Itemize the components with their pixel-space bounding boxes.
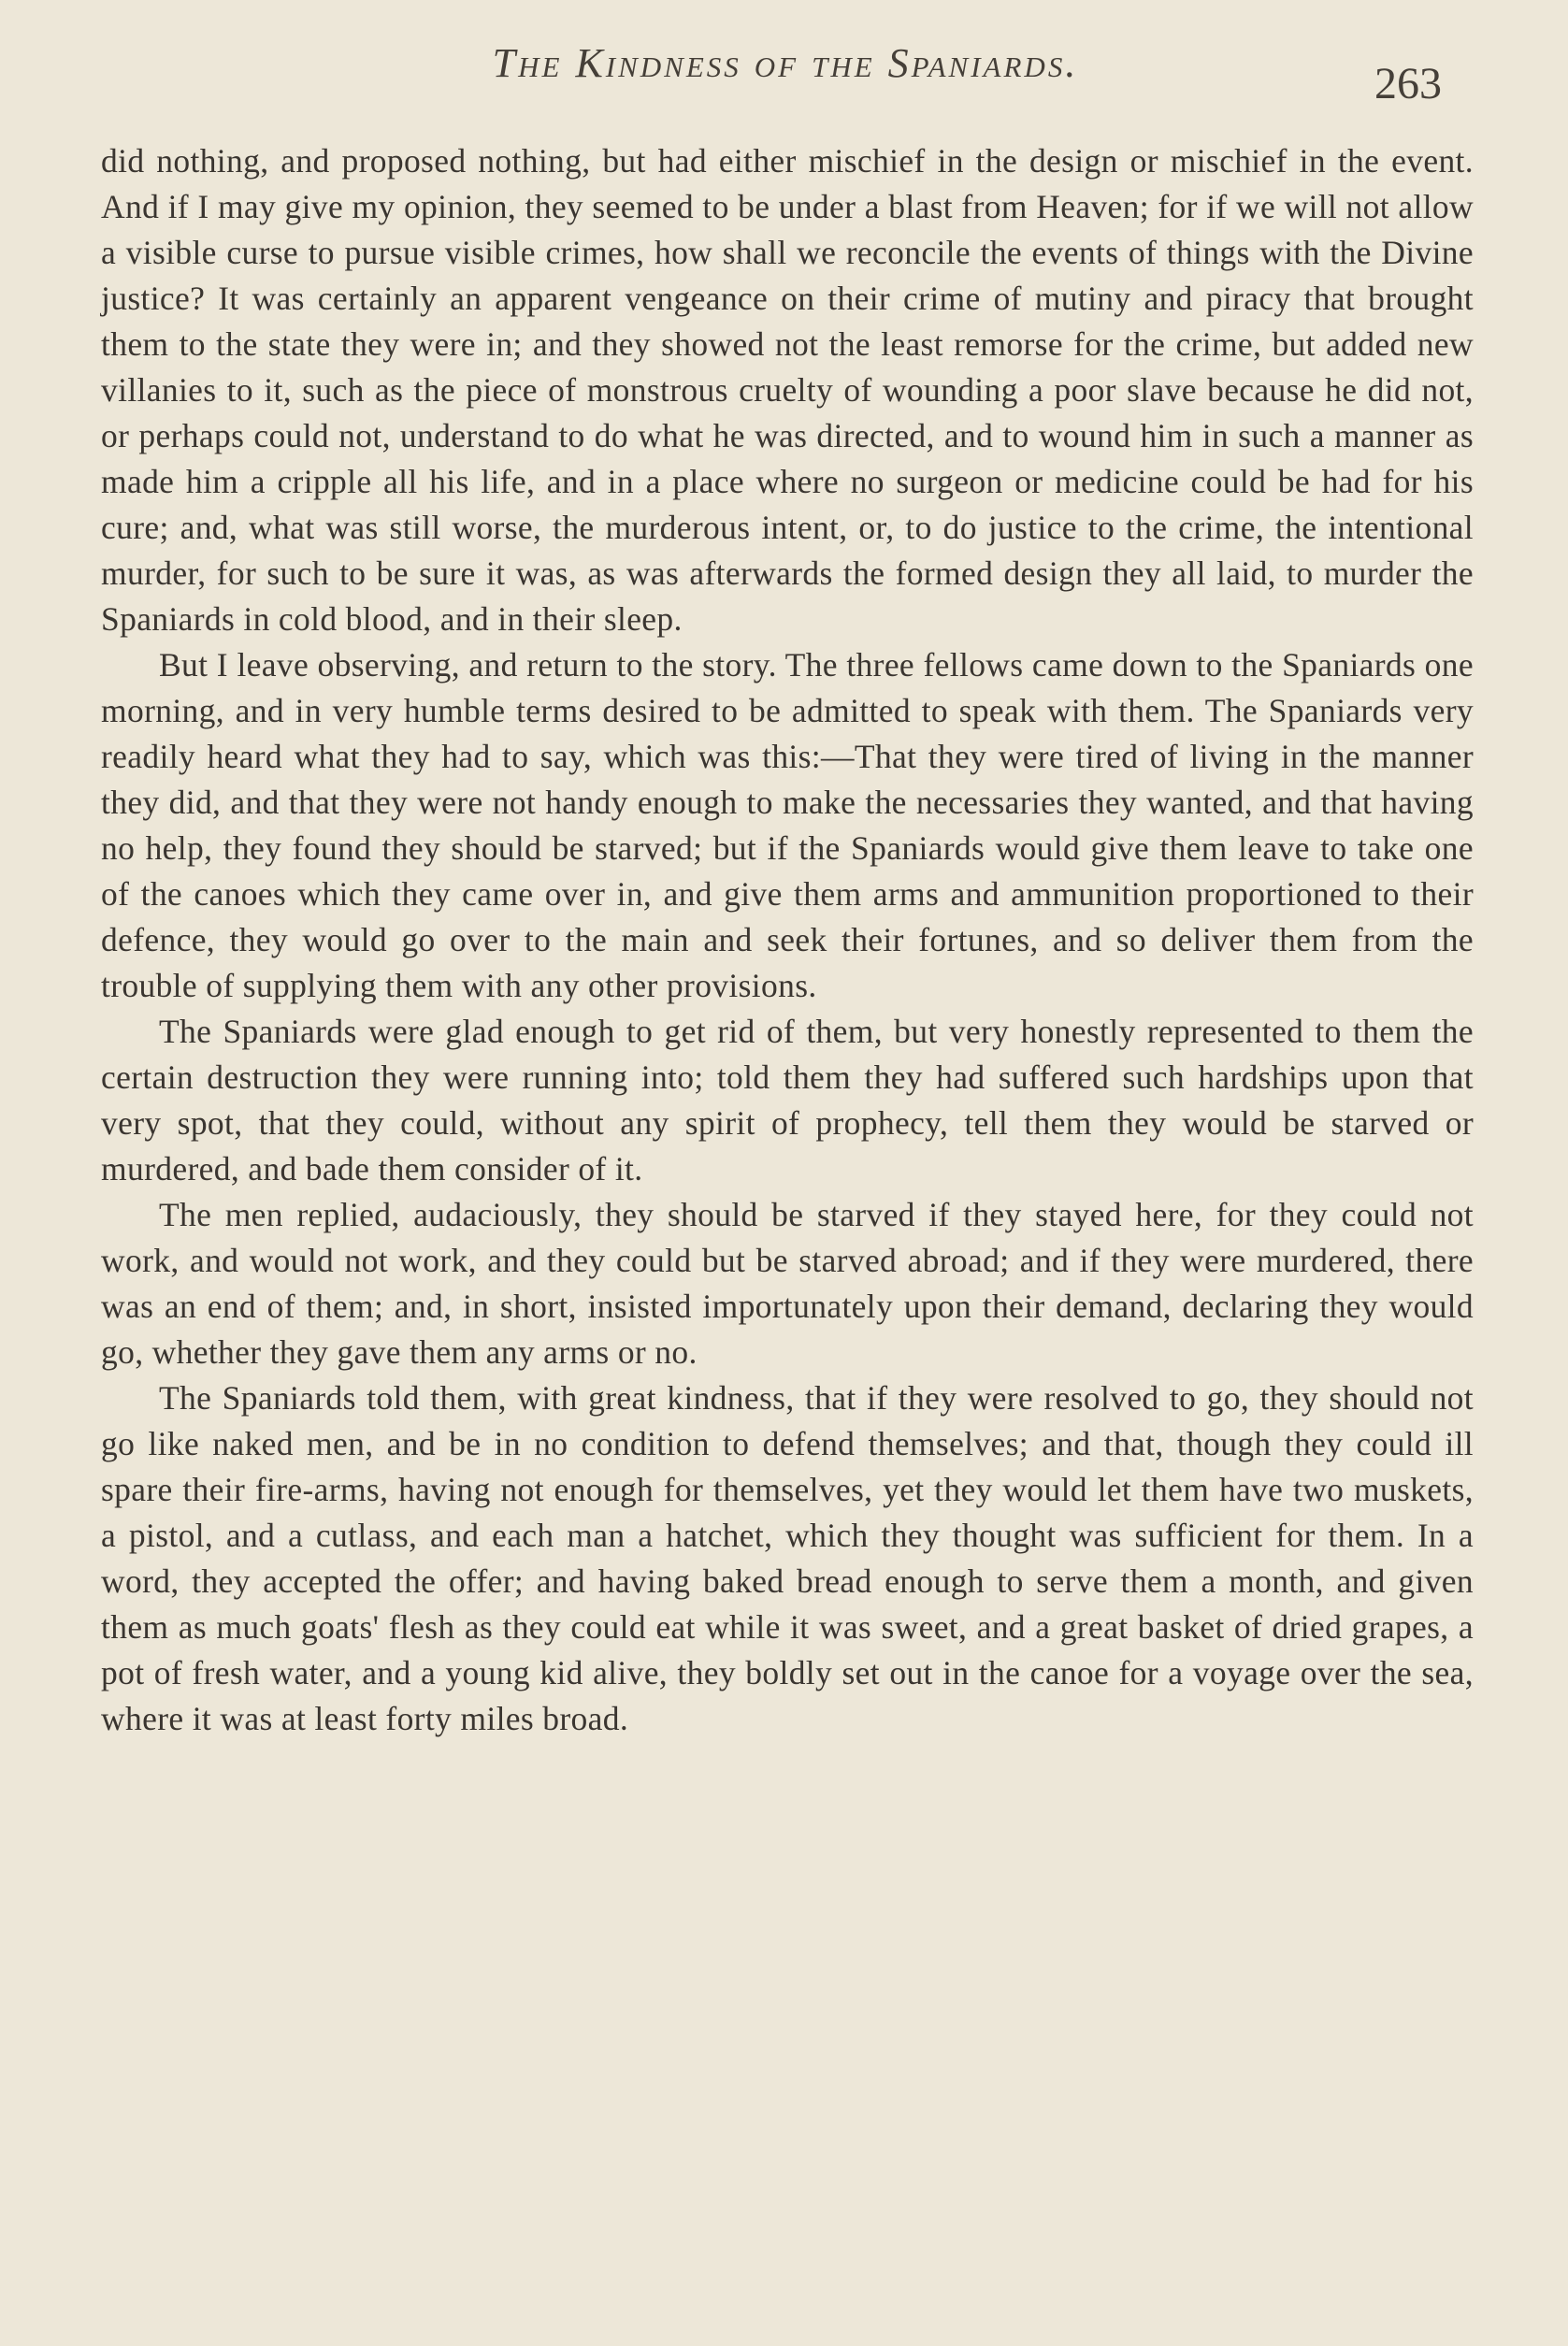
- running-head: The Kindness of the Spaniards.: [492, 40, 1079, 86]
- paragraph-1: did nothing, and proposed nothing, but had either mischief in the design or mischief in the event. And if I may give my opinion, they seemed to be under a blast from Heaven; for if we will not allow a visible curse to pursue visible crimes, how shall we reconcile the events of things with the Divine justice? It was certainly an apparent vengeance on their crime of mutiny and piracy that brought them to the state they were in; and they showed not the least remorse for the crime, but added new villanies to it, such as the piece of monstrous cruelty of wounding a poor slave because he did not, or perhaps could not, understand to do what he was directed, and to wound him in such a manner as made him a cripple all his life, and in a place where no surgeon or medicine could be had for his cure; and, what was still worse, the murderous intent, or, to do justice to the crime, the intentional murder, for such to be sure it was, as was afterwards the formed design they all laid, to murder the Spaniards in cold blood, and in their sleep.: [101, 142, 1474, 638]
- paragraph-3: The Spaniards were glad enough to get rid of them, but very honestly represented to them the certain destruction they were running into; told them they had suffered such hardships upon that very spot, that they could, without any spirit of prophecy, tell them they would be starved or murdered, and bade them consider of it.: [101, 1013, 1474, 1187]
- paragraph-4: The men replied, audaciously, they should be starved if they stayed here, for they could not work, and would not work, and they could but be starved abroad; and if they were murdered, there was an end of them; and, in short, insisted importunately upon their demand, declaring they would go, whether they gave them any arms or no.: [101, 1196, 1474, 1371]
- paragraph-5: The Spaniards told them, with great kindness, that if they were resolved to go, they should not go like naked men, and be in no condition to defend themselves; and that, though they could ill spare their fire-arms, having not enough for themselves, yet they would let them have two muskets, a pistol, and a cutlass, and each man a hatchet, which they thought was sufficient for them. In a word, they accepted the offer; and having baked bread enough to serve them a month, and given them as much goats' flesh as they could eat while it was sweet, and a great basket of dried grapes, a pot of fresh water, and a young kid alive, they boldly set out in the canoe for a voyage over the sea, where it was at least forty miles broad.: [101, 1379, 1474, 1737]
- body-text: [101, 138, 1474, 1742]
- page-number: 263: [1374, 59, 1442, 108]
- paragraph-2: But I leave observing, and return to the story. The three fellows came down to the Spaniards one morning, and in very humble terms desired to be admitted to speak with them. The Spaniards very readily heard what they had to say, which was this:—That they were tired of living in the manner they did, and that they were not handy enough to make the necessaries they wanted, and that having no help, they found they should be starved; but if the Spaniards would give them leave to take one of the canoes which they came over in, and give them arms and ammunition proportioned to their defence, they would go over to the main and seek their fortunes, and so deliver them from the trouble of supplying them with any other provisions.: [101, 646, 1474, 1004]
